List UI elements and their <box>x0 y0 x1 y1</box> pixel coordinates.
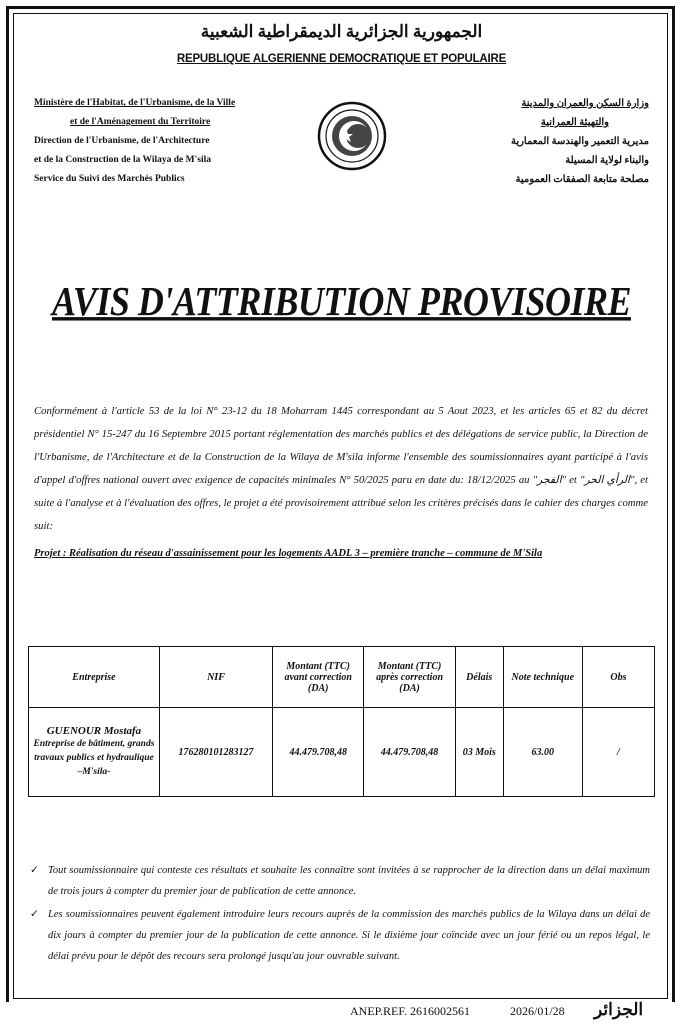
col-header-nif: NIF <box>159 647 272 708</box>
footer-band <box>0 1002 683 1024</box>
col-header-delais: Délais <box>455 647 503 708</box>
checkmark-icon: ✓ <box>30 865 39 876</box>
table-row <box>29 708 655 797</box>
notes-section <box>30 860 650 969</box>
ministry-block-fr <box>34 94 304 189</box>
ministry-line-ar: والتهيئة العمرانية <box>540 117 609 128</box>
note-item <box>30 904 650 967</box>
company-name: GUENOUR Mostafa <box>46 725 142 737</box>
note-text: Tout soumissionnaire qui conteste ces résultats et souhaite les connaître sont invitées à se rapprocher de la direction dans un délai maximum de trois jours à compter du premier jour de publication de cette annonce. <box>48 865 650 897</box>
service-line: Service du Suivi des Marchés Publics <box>34 174 185 184</box>
cell-obs: / <box>582 708 654 797</box>
col-header-obs: Obs <box>582 647 654 708</box>
arabic-republic-header: الجمهورية الجزائرية الديمقراطية الشعبية <box>200 22 483 41</box>
attribution-table <box>28 646 655 797</box>
anep-reference: ANEP.REF. 2616002561 <box>350 1004 471 1018</box>
cell-delais: 03 Mois <box>455 708 503 797</box>
notice-body-paragraph: Conformément à l'article 53 de la loi N° 23-12 du 18 Moharram 1445 correspondant au 5 Aout 2023, et les articles 65 et 82 du décret présidentiel N° 15-247 du 16 Septembre 2015 portant réglementation des marchés publics et des délégations de service public, la Direction de l'Urbanisme, de l'Architecture et de la Construction de la Wilaya de M'sila informe l'ensemble des soumissionnaires ayant participé à l'avis d'appel d'offres national ouvert avec exigence de capacités minimales N° 50/2025 paru en date du: 18/12/2025 au "الفجر" et "الرأي الحر", et suite à l'analyse et à l'évaluation des offres, le projet a été provisoirement attribué selon les critères précisés dans le cahier des charges comme suit: <box>34 405 648 532</box>
document-title: AVIS D'ATTRIBUTION PROVISOIRE <box>52 278 631 324</box>
cell-entreprise <box>29 708 160 797</box>
service-line-ar: مصلحة متابعة الصفقات العمومية <box>515 174 649 185</box>
direction-line: et de la Construction de la Wilaya de M'sila <box>34 155 211 165</box>
ministry-line: Ministère de l'Habitat, de l'Urbanisme, de la Ville <box>34 98 236 108</box>
publication-date: 2026/01/28 <box>510 1004 565 1018</box>
cell-montant-avant: 44.479.708,48 <box>273 708 364 797</box>
company-description: Entreprise de bâtiment, grands travaux publics et hydraulique –M'sila- <box>33 739 155 777</box>
ministry-line: et de l'Aménagement du Territoire <box>70 117 211 127</box>
cell-montant-apres: 44.479.708,48 <box>364 708 455 797</box>
direction-line-ar: والبناء لولاية المسيلة <box>565 155 649 166</box>
newspaper-logo: الجزائر <box>594 1000 644 1019</box>
col-header-note: Note technique <box>503 647 582 708</box>
cell-note: 63.00 <box>503 708 582 797</box>
ministry-line-ar: وزارة السكن والعمران والمدينة <box>521 98 649 109</box>
direction-line: Direction de l'Urbanisme, de l'Architecture <box>34 136 210 146</box>
cell-nif: 176280101283127 <box>159 708 272 797</box>
col-header-entreprise: Entreprise <box>29 647 160 708</box>
ministry-block-ar <box>419 94 649 189</box>
col-header-montant-avant: Montant (TTC) avant correction (DA) <box>273 647 364 708</box>
french-republic-header: REPUBLIQUE ALGERIENNE DEMOCRATIQUE ET POPULAIRE <box>176 53 507 65</box>
project-description: Projet : Réalisation du réseau d'assainissement pour les logements AADL 3 – première tranche – commune de M'Sila <box>34 548 543 559</box>
checkmark-icon: ✓ <box>30 909 39 920</box>
note-item <box>30 860 650 902</box>
national-emblem-icon <box>316 100 388 172</box>
direction-line-ar: مديرية التعمير والهندسة المعمارية <box>510 136 649 147</box>
table-header-row <box>29 647 655 708</box>
note-text: Les soumissionnaires peuvent également introduire leurs recours auprès de la commission des marchés publics de la Wilaya dans un délai de dix jours à compter du premier jour de la publication de cette annonce. Si le dixième jour coïncide avec un jour férié ou un repos légal, le délai prévu pour le dépôt des recours sera prolongé jusqu'au jour ouvrable suivant. <box>48 909 650 962</box>
col-header-montant-apres: Montant (TTC) après correction (DA) <box>364 647 455 708</box>
